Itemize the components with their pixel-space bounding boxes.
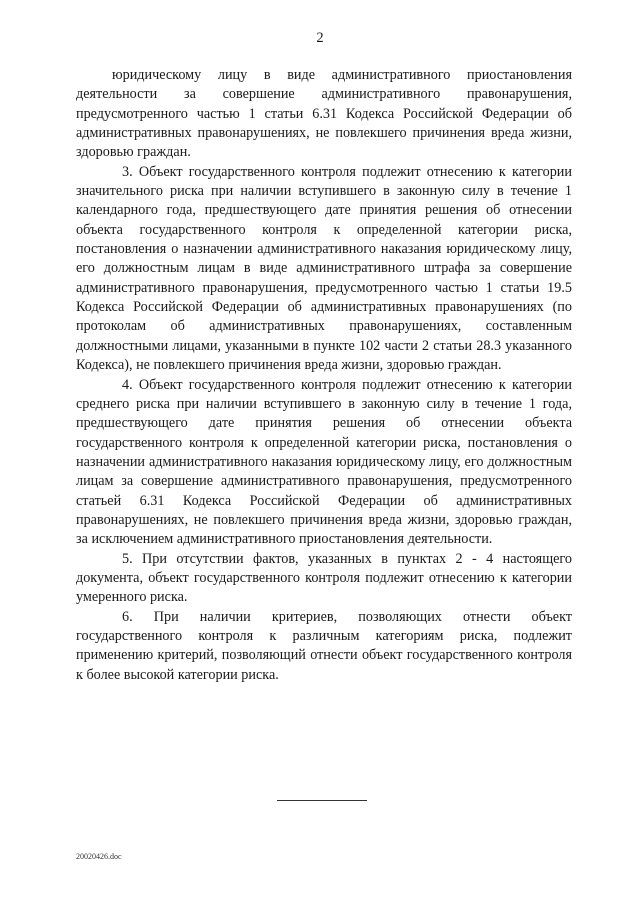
paragraph-item-5: 5. При отсутствии фактов, указанных в пунктах 2 - 4 настоящего документа, объект государственного контроля подлежит отнесению к категории умеренного риска. (76, 550, 572, 606)
page-number: 2 (316, 30, 324, 46)
end-separator-line (277, 800, 367, 801)
paragraph-continuation: юридическому лицу в виде административного приостановления деятельности за совершение административного правонарушения, предусмотренного частью 1 статьи 6.31 Кодекса Российской Федерации об административных правонарушениях, не повлекшего причинения вреда жизни, здоровью граждан. (76, 67, 572, 161)
document-body (76, 66, 572, 685)
footer-filename: 20020426.doc (76, 852, 122, 861)
paragraph-item-4: 4. Объект государственного контроля подлежит отнесению к категории среднего риска при наличии вступившего в законную силу в течение 1 года, предшествующего дате принятия решения об отнесении объекта государственного контроля к определенной категории риска, постановления о назначении административного наказания юридическому лицу, его должностным лицам за совершение административного правонарушения, предусмотренного статьей 6.31 Кодекса Российской Федерации об административных правонарушениях, не повлекшего причинения вреда жизни, здоровью граждан, за исключением административного приостановления деятельности. (76, 376, 572, 548)
paragraph-item-6: 6. При наличии критериев, позволяющих отнести объект государственного контроля к различным категориям риска, подлежит применению критерий, позволяющий отнести объект государственного контроля к более высокой категории риска. (76, 608, 572, 683)
paragraph-item-3: 3. Объект государственного контроля подлежит отнесению к категории значительного риска при наличии вступившего в законную силу в течение 1 календарного года, предшествующего дате принятия решения об отнесении объекта государственного контроля к определенной категории риска, постановления о назначении административного наказания юридическому лицу, его должностным лицам в виде административного штрафа за совершение административного правонарушения, предусмотренного частью 1 статьи 19.5 Кодекса Российской Федерации об административных правонарушениях (по протоколам об административных правонарушениях, составленным должностными лицами, указанными в пункте 102 части 2 статьи 28.3 указанного Кодекса), не повлекшего причинения вреда жизни, здоровью граждан. (76, 163, 572, 374)
